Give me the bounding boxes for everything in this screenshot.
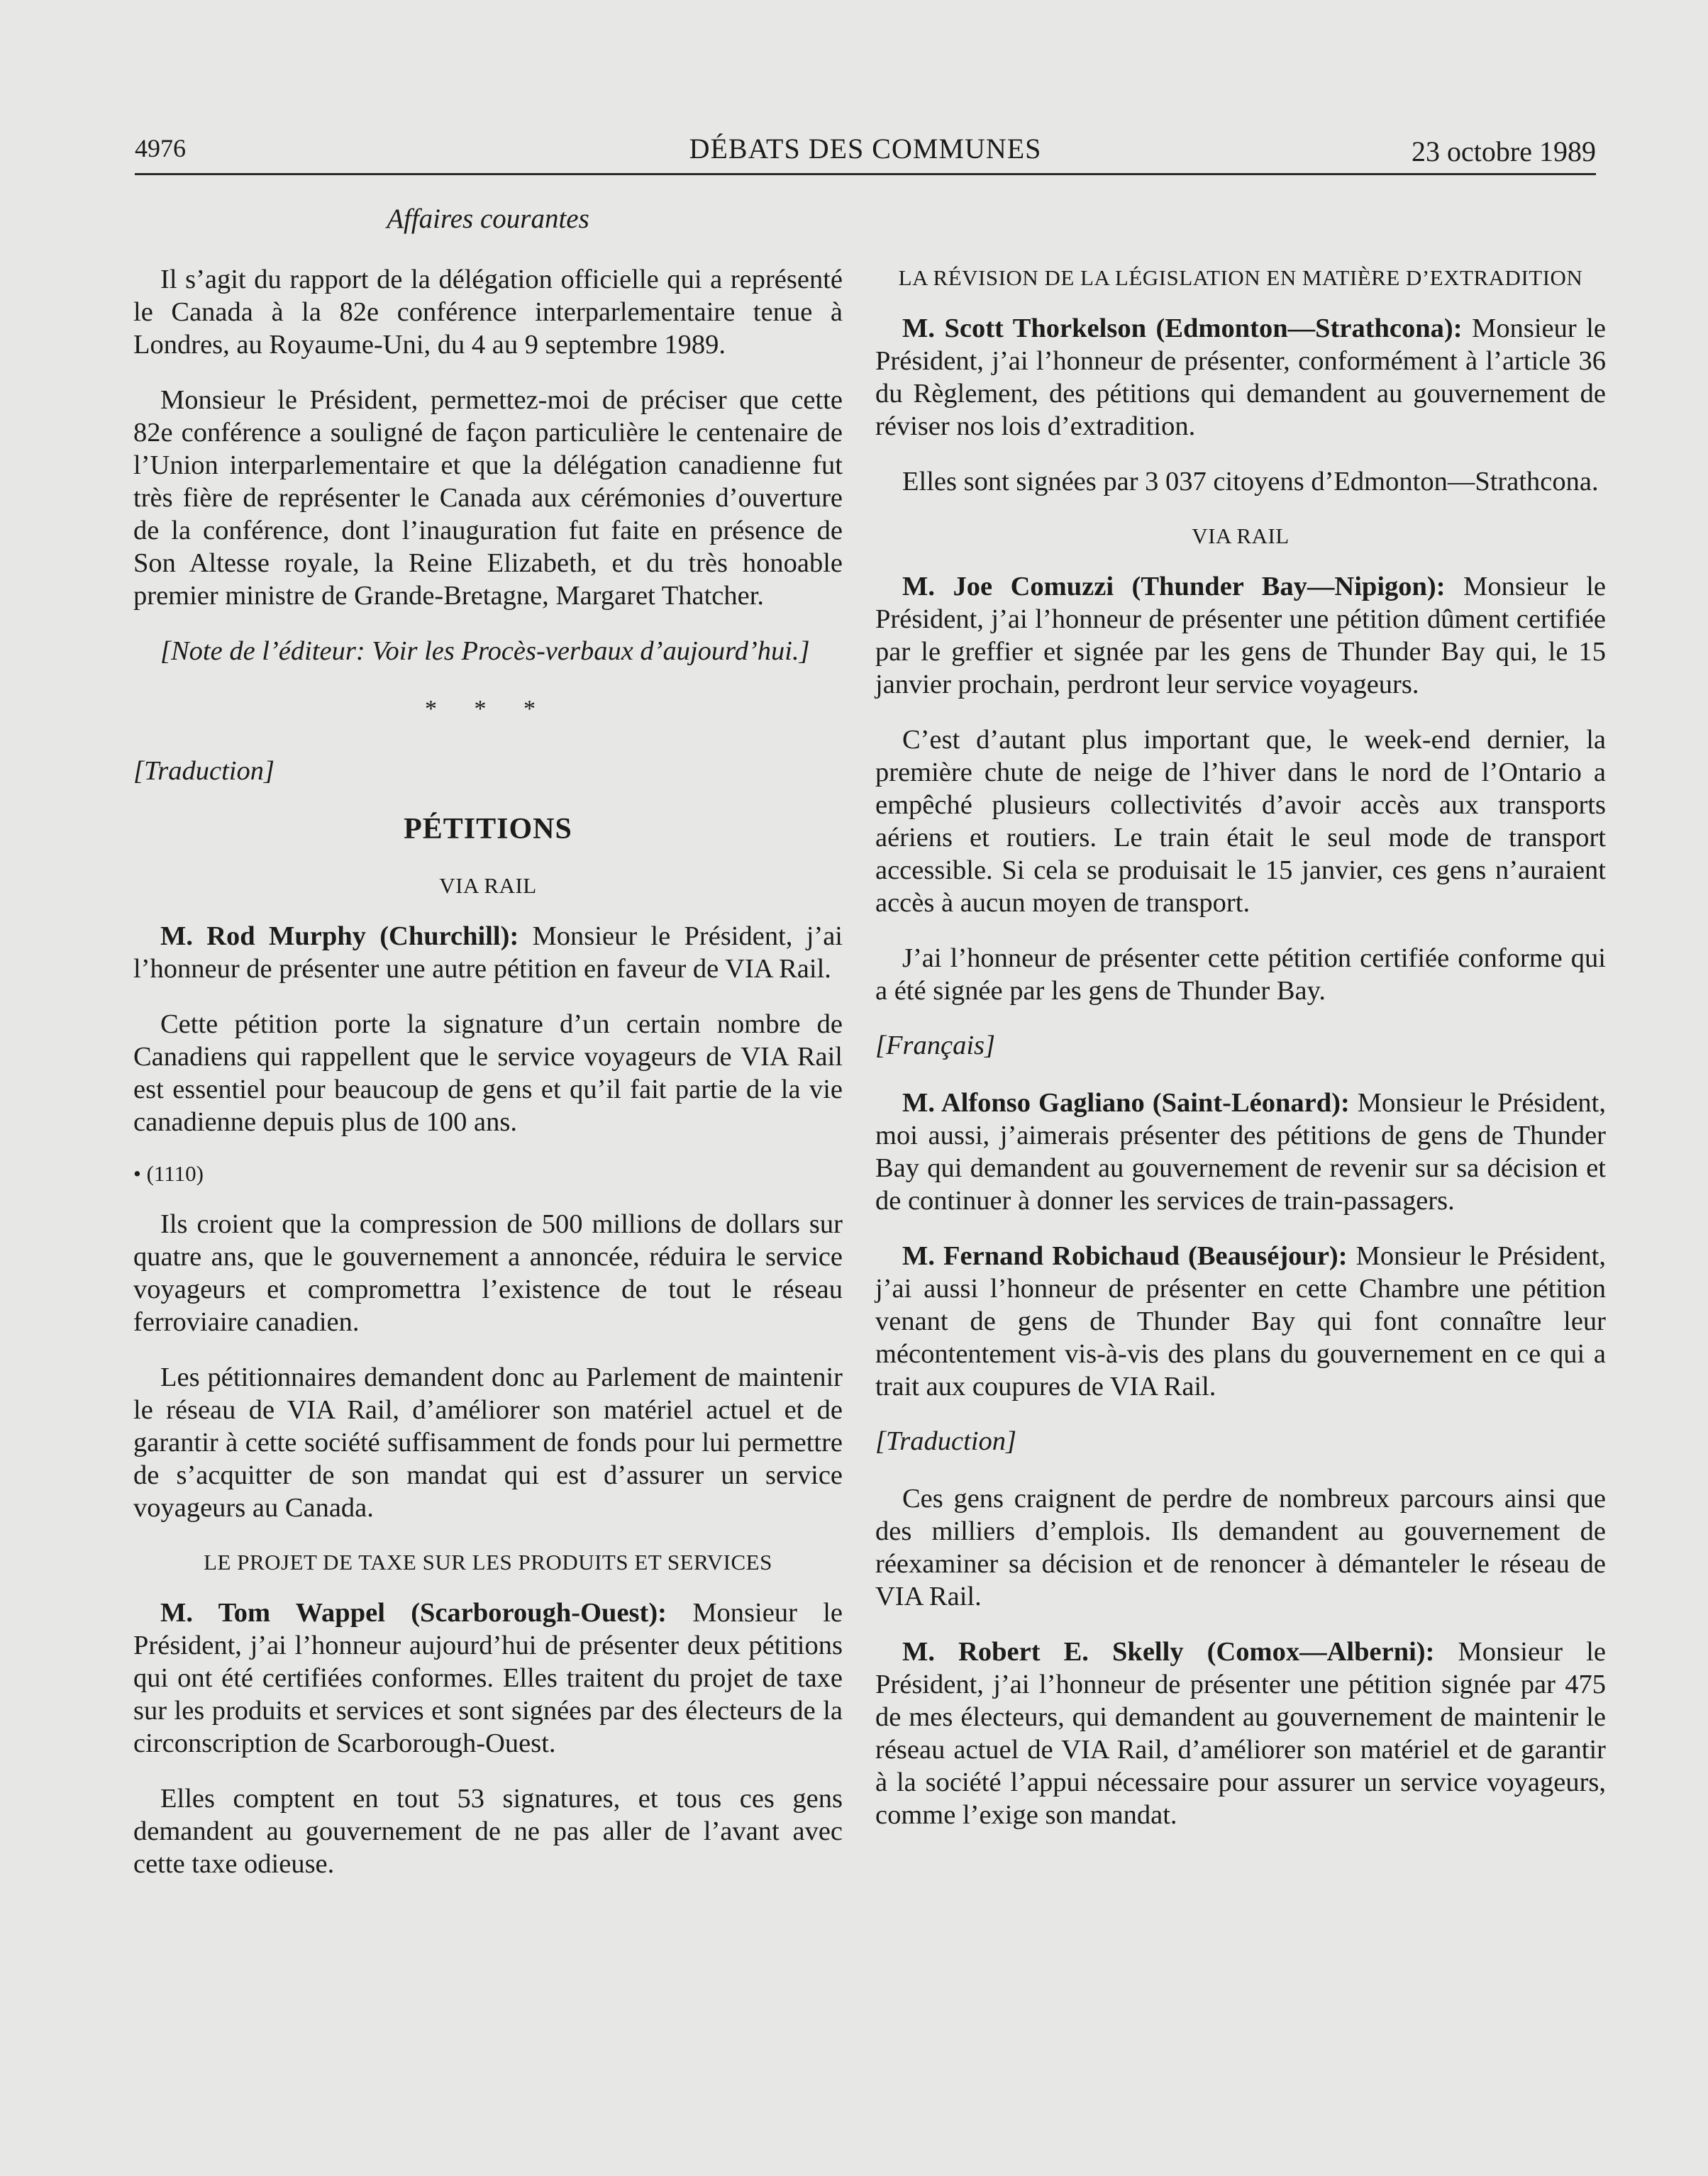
paragraph: Cette pétition porte la signature d’un certain nombre de Canadiens qui rappellent que le service voyageurs de VIA Rail est essentiel pour beaucoup de gens et qu’il fait partie de la vie canadienne depuis plus de 100 ans. bbox=[133, 1009, 843, 1137]
language-tag: [Traduction] bbox=[133, 756, 274, 786]
language-tag: [Traduction] bbox=[875, 1426, 1016, 1456]
paragraph: Ils croient que la compression de 500 millions de dollars sur quatre ans, que le gouvernement a annoncée, réduira le service voyageurs et compromettra l’existence de tout le réseau ferroviaire canadien. bbox=[133, 1209, 843, 1337]
page-header bbox=[135, 131, 1596, 175]
topic-heading: LA RÉVISION DE LA LÉGISLATION EN MATIÈRE D’EXTRADITION bbox=[898, 265, 1583, 290]
paragraph: Monsieur le Président, permettez-moi de préciser que cette 82e conférence a souligné de façon particulière le centenaire de l’Union interparlementaire et que la délégation canadienne fut très fière de représenter le Canada aux cérémonies d’ouverture de la conférence, dont l’inauguration fut faite en présence de Son Altesse royale, la Reine Elizabeth, et du très honoable premier ministre de Grande-Bretagne, Margaret Thatcher. bbox=[133, 385, 843, 611]
speech-paragraph: M. Fernand Robichaud (Beauséjour): Monsieur le Président, j’ai aussi l’honneur de présenter en cette Chambre une pétition venant de gens de Thunder Bay qui font connaître leur mécontentement vis-à-vis des plans du gouvernement en ce qui a trait aux coupures de VIA Rail. bbox=[875, 1241, 1606, 1401]
paragraph: J’ai l’honneur de présenter cette pétition certifiée conforme qui a été signée par les gens de Thunder Bay. bbox=[875, 943, 1606, 1006]
editor-note: [Note de l’éditeur: Voir les Procès-verbaux d’aujourd’hui.] bbox=[160, 636, 810, 666]
topic-heading: LE PROJET DE TAXE SUR LES PRODUITS ET SERVICES bbox=[204, 1550, 772, 1575]
speech-paragraph: M. Alfonso Gagliano (Saint-Léonard): Monsieur le Président, moi aussi, j’aimerais présenter des pétitions de gens de Thunder Bay qui demandent au gouvernement de revenir sur sa décision et de continuer à donner les services de train-passagers. bbox=[875, 1088, 1606, 1216]
left-column bbox=[133, 203, 843, 1903]
speech-paragraph: M. Robert E. Skelly (Comox—Alberni): Monsieur le Président, j’ai l’honneur de présenter une pétition signée par 475 de mes électeurs, qui demandent au gouvernement de maintenir le réseau actuel de VIA Rail, d’améliorer son matériel et de garantir à la société l’appui nécessaire pour assurer un service voyageurs, comme l’exige son mandat. bbox=[875, 1637, 1606, 1830]
speaker-name: M. Tom Wappel (Scarborough-Ouest): bbox=[160, 1598, 667, 1628]
speech-paragraph: M. Rod Murphy (Churchill): Monsieur le Président, j’ai l’honneur de présenter une autre pétition en faveur de VIA Rail. bbox=[133, 921, 843, 984]
paragraph: Il s’agit du rapport de la délégation officielle qui a représenté le Canada à la 82e conférence interparlementaire tenue à Londres, au Royaume-Uni, du 4 au 9 septembre 1989. bbox=[133, 265, 843, 360]
speaker-name: M. Fernand Robichaud (Beauséjour): bbox=[902, 1241, 1348, 1271]
publication-date: 23 octobre 1989 bbox=[1412, 135, 1596, 167]
paragraph: C’est d’autant plus important que, le week-end dernier, la première chute de neige de l’hiver dans le nord de l’Ontario a empêché plusieurs collectivités d’avoir accès aux transports aériens et routiers. Le train était le seul mode de transport accessible. Si cela se produisait le 15 janvier, ces gens n’auraient accès à aucun moyen de transport. bbox=[875, 725, 1606, 918]
speech-paragraph: M. Scott Thorkelson (Edmonton—Strathcona): Monsieur le Président, j’ai l’honneur de présenter, conformément à l’article 36 du Règlement, des pétitions qui demandent au gouvernement de réviser nos lois d’extradition. bbox=[875, 313, 1606, 441]
speaker-name: M. Alfonso Gagliano (Saint-Léonard): bbox=[902, 1088, 1350, 1118]
topic-heading: VIA RAIL bbox=[439, 873, 537, 898]
speaker-name: M. Rod Murphy (Churchill): bbox=[160, 921, 519, 951]
paragraph: Les pétitionnaires demandent donc au Parlement de maintenir le réseau de VIA Rail, d’améliorer son matériel actuel et de garantir à cette société suffisamment de fonds pour lui permettre de s’acquitter de son mandat qui est d’assurer un service voyageurs au Canada. bbox=[133, 1362, 843, 1523]
paragraph: Elles comptent en tout 53 signatures, et tous ces gens demandent au gouvernement de ne pas aller de l’avant avec cette taxe odieuse. bbox=[133, 1784, 843, 1879]
publication-title: DÉBATS DES COMMUNES bbox=[689, 133, 1042, 165]
section-subhead: Affaires courantes bbox=[387, 204, 589, 234]
speaker-name: M. Joe Comuzzi (Thunder Bay—Nipigon): bbox=[902, 572, 1446, 601]
paragraph: Elles sont signées par 3 037 citoyens d’Edmonton—Strathcona. bbox=[902, 467, 1599, 496]
speech-paragraph: M. Joe Comuzzi (Thunder Bay—Nipigon): Monsieur le Président, j’ai l’honneur de présenter une pétition dûment certifiée par le greffier et signée par les gens de Thunder Bay qui, le 15 janvier prochain, perdront leur service voyageurs. bbox=[875, 572, 1607, 699]
speaker-name: M. Robert E. Skelly (Comox—Alberni): bbox=[902, 1637, 1435, 1667]
paragraph: Ces gens craignent de perdre de nombreux parcours ainsi que des milliers d’emplois. Ils demandent au gouvernement de réexaminer sa décision et de renoncer à démanteler le réseau de VIA Rail. bbox=[875, 1484, 1606, 1611]
topic-heading: VIA RAIL bbox=[1192, 523, 1290, 548]
right-column bbox=[875, 203, 1606, 1854]
speech-paragraph: M. Tom Wappel (Scarborough-Ouest): Monsieur le Président, j’ai l’honneur aujourd’hui de présenter deux pétitions qui ont été certifiées conformes. Elles traitent du projet de taxe sur les produits et services et sont signées par des électeurs de la circonscription de Scarborough-Ouest. bbox=[133, 1598, 843, 1758]
page-number: 4976 bbox=[135, 134, 186, 162]
section-title: PÉTITIONS bbox=[404, 813, 572, 845]
speaker-name: M. Scott Thorkelson (Edmonton—Strathcona): bbox=[902, 313, 1463, 343]
section-separator: * * * bbox=[425, 696, 551, 722]
language-tag: [Français] bbox=[875, 1031, 995, 1060]
time-marker: • (1110) bbox=[133, 1161, 204, 1186]
